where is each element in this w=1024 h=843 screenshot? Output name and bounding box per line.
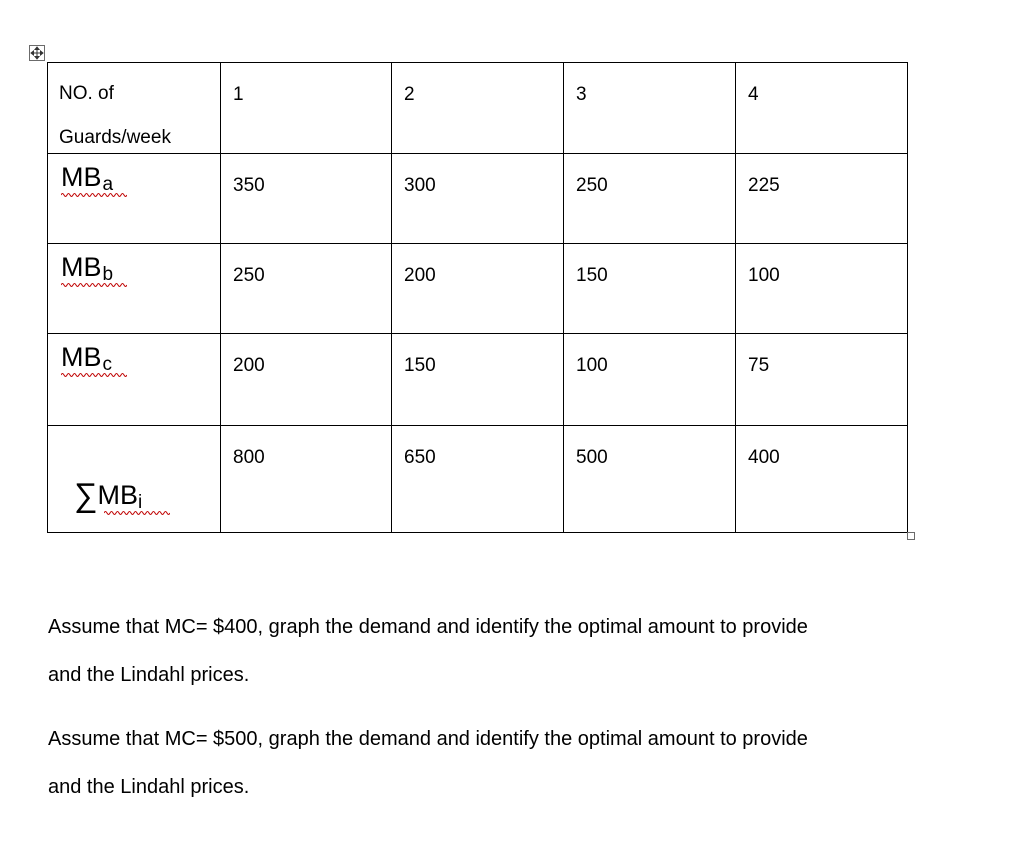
cell-value: 225 xyxy=(748,175,780,196)
header-value: 1 xyxy=(233,84,244,105)
marginal-benefit-table xyxy=(47,62,908,533)
table-cell xyxy=(564,426,736,533)
cell-value: 250 xyxy=(233,265,265,286)
table-cell xyxy=(736,244,908,334)
table-cell xyxy=(736,426,908,533)
row-label-mba xyxy=(61,162,114,195)
question-2-line1: Assume that MC= $500, graph the demand and identify the optimal amount to provide xyxy=(48,728,808,750)
cell-value: 200 xyxy=(233,355,265,376)
question-2-line2: and the Lindahl prices. xyxy=(48,776,250,798)
cell-value: 100 xyxy=(748,265,780,286)
mb-name: MB xyxy=(61,342,102,372)
header-col-1 xyxy=(221,63,392,154)
row-label-cell xyxy=(48,154,221,244)
mb-subscript: b xyxy=(102,264,114,285)
spellcheck-underline-icon xyxy=(61,192,127,198)
question-1-line2: and the Lindahl prices. xyxy=(48,664,250,686)
mb-subscript: i xyxy=(138,492,143,513)
table-row-mbc xyxy=(48,334,908,426)
cell-value: 650 xyxy=(404,447,436,468)
table-cell xyxy=(564,244,736,334)
mb-name: MB xyxy=(61,252,102,282)
cell-value: 350 xyxy=(233,175,265,196)
cell-value: 150 xyxy=(404,355,436,376)
spellcheck-underline-icon xyxy=(104,510,170,516)
table-header-row xyxy=(48,63,908,154)
mb-name: MB xyxy=(97,480,139,510)
row-label-mbb xyxy=(61,252,114,285)
sigma-symbol: ∑ xyxy=(74,476,98,513)
row-label-sum-mbi xyxy=(74,476,143,513)
cell-value: 75 xyxy=(748,355,770,376)
header-value: 2 xyxy=(404,84,415,105)
table-row-mbb xyxy=(48,244,908,334)
table-resize-handle[interactable] xyxy=(907,532,915,540)
cell-value: 150 xyxy=(576,265,608,286)
row-label-cell xyxy=(48,334,221,426)
table-cell xyxy=(221,154,392,244)
table-cell xyxy=(392,426,564,533)
cell-value: 200 xyxy=(404,265,436,286)
table-cell xyxy=(392,334,564,426)
cell-value: 100 xyxy=(576,355,608,376)
table-cell xyxy=(736,154,908,244)
header-value: 3 xyxy=(576,84,587,105)
table-cell xyxy=(736,334,908,426)
row-label-mbc xyxy=(61,342,112,375)
cell-value: 400 xyxy=(748,447,780,468)
table-row-mba xyxy=(48,154,908,244)
header-label-line1: NO. of xyxy=(59,83,114,104)
table-row-sum xyxy=(48,426,908,533)
header-col-2 xyxy=(392,63,564,154)
mb-name: MB xyxy=(61,162,102,192)
header-label-cell xyxy=(48,63,221,154)
table-cell xyxy=(221,244,392,334)
header-label-line2: Guards/week xyxy=(59,127,171,148)
cell-value: 250 xyxy=(576,175,608,196)
header-value: 4 xyxy=(748,84,759,105)
move-arrows-icon xyxy=(30,46,44,60)
mb-subscript: c xyxy=(102,354,112,375)
cell-value: 300 xyxy=(404,175,436,196)
row-label-cell xyxy=(48,244,221,334)
table-cell xyxy=(564,334,736,426)
cell-value: 500 xyxy=(576,447,608,468)
row-label-cell xyxy=(48,426,221,533)
question-1-line1: Assume that MC= $400, graph the demand and identify the optimal amount to provide xyxy=(48,616,808,638)
cell-value: 800 xyxy=(233,447,265,468)
table-cell xyxy=(392,154,564,244)
table-move-handle[interactable] xyxy=(29,45,45,61)
mb-subscript: a xyxy=(102,174,114,195)
table-cell xyxy=(564,154,736,244)
spellcheck-underline-icon xyxy=(61,372,127,378)
spellcheck-underline-icon xyxy=(61,282,127,288)
table-cell xyxy=(392,244,564,334)
table-cell xyxy=(221,426,392,533)
header-col-4 xyxy=(736,63,908,154)
table-cell xyxy=(221,334,392,426)
header-col-3 xyxy=(564,63,736,154)
